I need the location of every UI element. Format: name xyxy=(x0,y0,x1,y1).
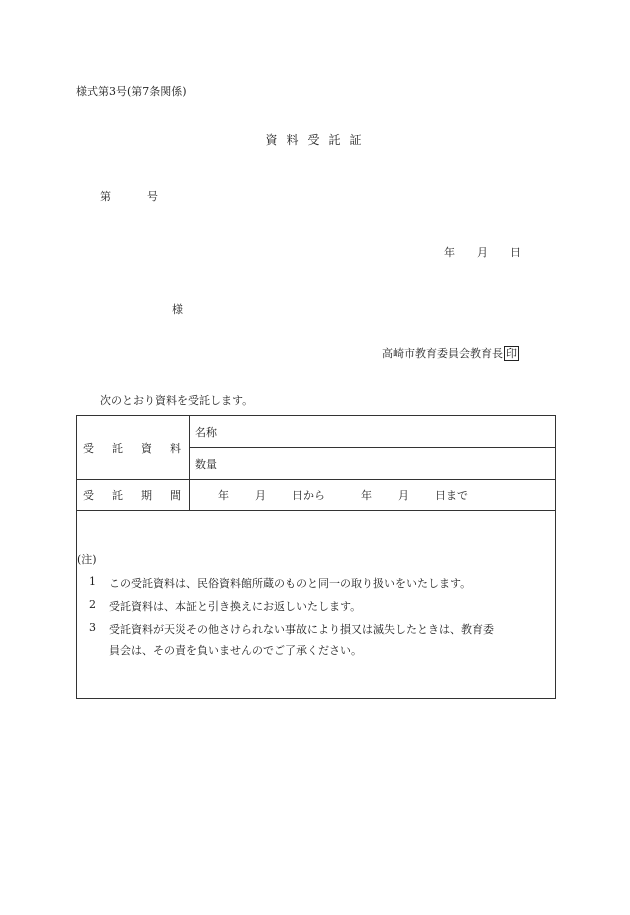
date-month: 月 xyxy=(477,246,488,259)
document-number-line xyxy=(100,188,158,204)
period-cell xyxy=(190,480,556,511)
note-item: 1 この受託資料は、民俗資料館所蔵のものと同一の取り扱いをいたします。 xyxy=(89,575,472,590)
intro-text: 次のとおり資料を受託します。 xyxy=(100,394,254,407)
period-start-month: 月 xyxy=(255,489,266,502)
notes-heading: (注) xyxy=(77,553,97,566)
entrustment-period-label: 受 託 期 間 xyxy=(77,480,190,511)
seal-mark: 印 xyxy=(506,347,517,360)
period-start-day: 日から xyxy=(292,489,325,502)
note-item: 3 受託資料が天災その他さけられない事故により損又は滅失したときは、教育委 xyxy=(89,621,494,636)
entrusted-material-label: 受 託 資 料 xyxy=(77,416,190,480)
quantity-label: 数量 xyxy=(195,457,217,471)
name-cell xyxy=(190,416,556,448)
note-item: 2 受託資料は、本証と引き換えにお返しいたします。 xyxy=(89,598,362,613)
period-end-day: 日まで xyxy=(435,489,468,502)
form-number-label: 様式第3号(第7条関係) xyxy=(76,85,187,98)
number-suffix: 号 xyxy=(147,190,158,203)
name-label: 名称 xyxy=(195,425,217,439)
date-day: 日 xyxy=(510,246,521,259)
document-title: 資料受託証 xyxy=(265,133,371,147)
issuer-name: 高崎市教育委員会教育長 xyxy=(382,347,503,360)
note-continuation: 員会は、その責を負いませんのでご了承ください。 xyxy=(109,644,362,657)
entrustment-table xyxy=(76,415,556,699)
period-end-month: 月 xyxy=(398,489,409,502)
issuer-line xyxy=(382,345,519,361)
notes-section xyxy=(77,511,556,699)
period-end-year: 年 xyxy=(361,489,372,502)
quantity-cell xyxy=(190,448,556,480)
period-start-year: 年 xyxy=(218,489,229,502)
number-prefix: 第 xyxy=(100,190,111,203)
date-year: 年 xyxy=(444,246,455,259)
recipient-honorific: 様 xyxy=(172,303,183,316)
date-line xyxy=(444,244,521,260)
